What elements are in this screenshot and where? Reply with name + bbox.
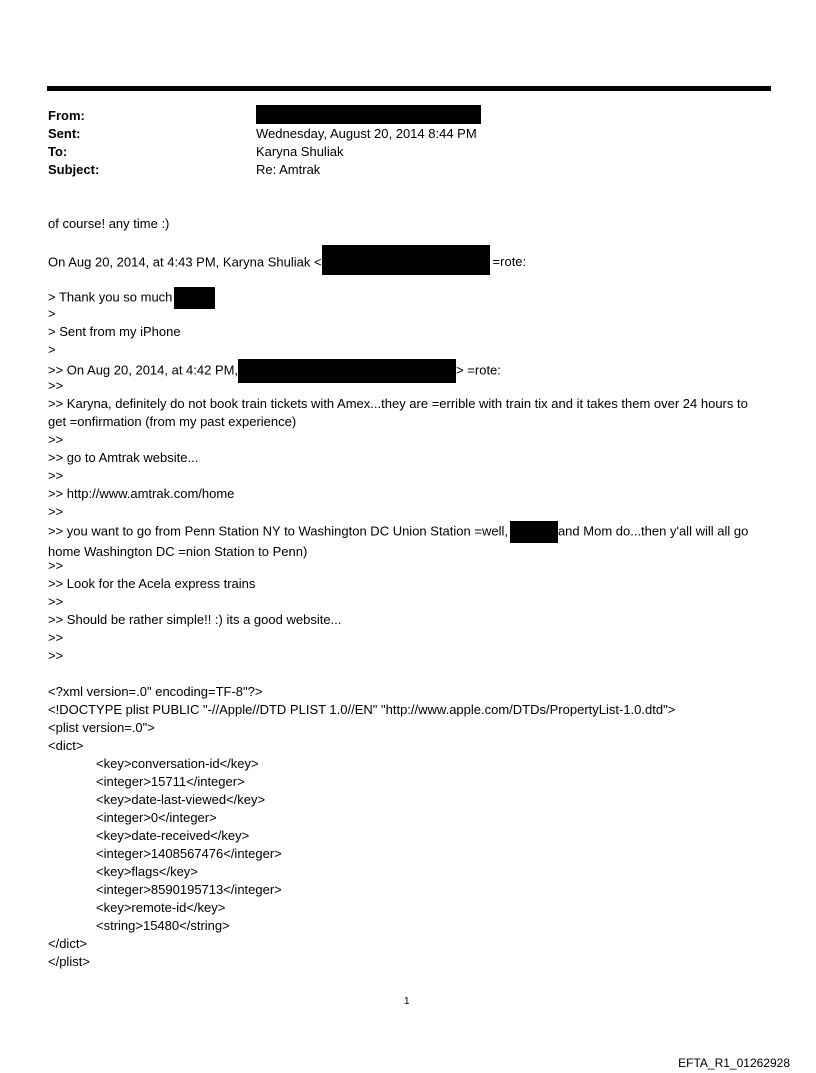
quote-line: > Sent from my iPhone xyxy=(48,324,181,339)
quote-line: >> go to Amtrak website... xyxy=(48,450,199,465)
quote-line: >> xyxy=(48,594,64,609)
quote-line xyxy=(48,521,768,561)
quote-intro-pre: On Aug 20, 2014, at 4:43 PM, Karyna Shuliak < xyxy=(48,254,322,270)
quote-text: > Thank you so much xyxy=(48,289,173,305)
plist-line: <key>date-last-viewed</key> xyxy=(96,792,266,807)
plist-line: <integer>15711</integer> xyxy=(96,774,245,789)
sent-label: Sent: xyxy=(48,126,81,141)
from-label: From: xyxy=(48,108,85,123)
plist-line: <integer>0</integer> xyxy=(96,810,217,825)
quote-line: >> xyxy=(48,558,64,573)
plist-line: <string>15480</string> xyxy=(96,918,230,933)
plist-line: </dict> xyxy=(48,936,88,951)
redaction xyxy=(322,245,490,275)
page-number: 1 xyxy=(404,996,410,1007)
quote-intro-post: =rote: xyxy=(492,254,527,270)
plist-line: <key>flags</key> xyxy=(96,864,198,879)
quote-line: >> xyxy=(48,432,64,447)
plist-line: <integer>8590195713</integer> xyxy=(96,882,282,897)
subject-label: Subject: xyxy=(48,162,100,177)
quote-text: > =rote: xyxy=(456,362,501,378)
sent-value: Wednesday, August 20, 2014 8:44 PM xyxy=(256,126,477,141)
quote-line: >> xyxy=(48,648,64,663)
redaction xyxy=(510,521,558,543)
quote-line: >> xyxy=(48,630,64,645)
plist-line: <plist version=.0"> xyxy=(48,720,155,735)
quote-text: and Mom do...then y'all will all go home Washington DC =nion Station to Penn) xyxy=(48,523,749,559)
to-label: To: xyxy=(48,144,68,159)
quote-line: > xyxy=(48,342,56,357)
redaction xyxy=(174,287,215,309)
plist-line: </plist> xyxy=(48,954,90,969)
quote-line: >> Karyna, definitely do not book train tickets with Amex...they are =errible with train tix and it takes them over 24 hours to get =onfirmation (from my past experience) xyxy=(48,396,748,429)
plist-line: <?xml version=.0" encoding=TF-8"?> xyxy=(48,684,263,699)
quote-line: >> xyxy=(48,504,64,519)
document-id: EFTA_R1_01262928 xyxy=(678,1056,790,1070)
quote-line: >> xyxy=(48,378,64,393)
quote-text: >> On Aug 20, 2014, at 4:42 PM, xyxy=(48,362,239,378)
from-value-redacted xyxy=(256,105,481,124)
plist-line: <!DOCTYPE plist PUBLIC "-//Apple//DTD PLIST 1.0//EN" "http://www.apple.com/DTDs/PropertyList-1.0.dtd"> xyxy=(48,702,676,717)
plist-line: <key>conversation-id</key> xyxy=(96,756,259,771)
plist-line: <key>date-received</key> xyxy=(96,828,250,843)
header-rule xyxy=(47,86,771,91)
quote-line: >> xyxy=(48,468,64,483)
subject-value: Re: Amtrak xyxy=(256,162,321,177)
quote-line xyxy=(48,359,501,383)
reply-text: of course! any time :) xyxy=(48,216,170,231)
plist-line: <key>remote-id</key> xyxy=(96,900,226,915)
redaction xyxy=(238,359,456,383)
quote-intro xyxy=(48,251,526,275)
to-value: Karyna Shuliak xyxy=(256,144,344,159)
quote-text: >> you want to go from Penn Station NY to Washington DC Union Station =well, xyxy=(48,523,508,539)
quote-line: >> Look for the Acela express trains xyxy=(48,576,256,591)
quote-line: >> http://www.amtrak.com/home xyxy=(48,486,235,501)
quote-line: > xyxy=(48,306,56,321)
quote-line xyxy=(48,287,215,309)
plist-line: <dict> xyxy=(48,738,84,753)
plist-line: <integer>1408567476</integer> xyxy=(96,846,282,861)
quote-line: >> Should be rather simple!! :) its a good website... xyxy=(48,612,342,627)
